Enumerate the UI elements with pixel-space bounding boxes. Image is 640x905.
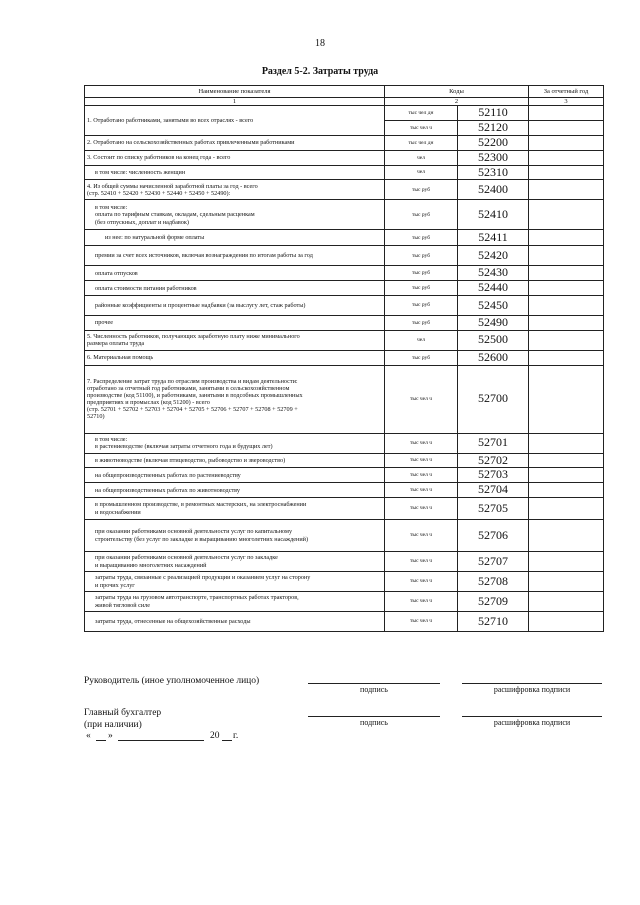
table-row	[85, 520, 604, 552]
header-reporting-year: За отчетный год	[529, 86, 604, 98]
line-code: 52440	[458, 281, 529, 296]
indicator-name-line: затраты труда, связанные с реализацией продукции и оказанием услуг на сторону	[95, 574, 311, 582]
date-year-suffix: г.	[233, 731, 239, 741]
indicator-name-line: затраты труда на грузовом автотранспорте, транспортных работах тракторов,	[95, 594, 299, 602]
reporting-year-value-cell[interactable]	[529, 121, 604, 136]
line-code: 52706	[458, 520, 529, 552]
indicator-name-line: 3. Состоит по списку работников на конец года - всего	[87, 154, 231, 162]
indicator-name-line: размера оплаты труда	[87, 340, 145, 348]
unit-of-measure: тыс руб	[385, 281, 458, 296]
section-title: Раздел 5-2. Затраты труда	[261, 66, 379, 77]
table-row	[85, 180, 604, 200]
unit-of-measure: чел	[385, 330, 458, 350]
unit-of-measure: тыс чел ч	[385, 453, 458, 468]
head-signature-line[interactable]	[308, 683, 440, 684]
line-code: 52705	[458, 498, 529, 520]
indicator-name-line: и прочих услуг	[95, 581, 135, 589]
indicator-name	[85, 266, 385, 281]
unit-of-measure: тыс руб	[385, 246, 458, 266]
table-row	[85, 330, 604, 350]
unit-of-measure: тыс чел ч	[385, 572, 458, 592]
column-number-1: 1	[85, 98, 385, 106]
table-row	[85, 433, 604, 453]
table-row	[85, 316, 604, 331]
page-number: 18	[315, 38, 325, 49]
unit-of-measure: тыс чел ч	[385, 433, 458, 453]
indicator-name	[85, 246, 385, 266]
indicator-name	[85, 483, 385, 498]
indicator-name	[85, 552, 385, 572]
indicator-name-line: затраты труда, отнесенные на общехозяйственные расходы	[95, 617, 251, 625]
head-signature-label: Руководитель (иное уполномоченное лицо)	[84, 676, 260, 686]
date-year-line[interactable]	[222, 740, 232, 741]
indicator-name-line: районные коэффициенты и процентные надбавки (за выслугу лет, стаж работы)	[95, 301, 306, 309]
unit-of-measure: тыс чел ч	[385, 365, 458, 433]
indicator-name-line: 52710)	[87, 413, 105, 421]
line-code: 52701	[458, 433, 529, 453]
indicator-name-line: 7. Распределение затрат труда по отраслям производства и видам деятельности:	[87, 377, 298, 385]
indicator-name-line: в растениеводстве (включая затраты отчетного года и будущих лет)	[95, 443, 273, 451]
indicator-name	[85, 520, 385, 552]
unit-of-measure: тыс руб	[385, 180, 458, 200]
accountant-label: Главный бухгалтер	[84, 708, 162, 718]
reporting-year-value-cell[interactable]	[529, 483, 604, 498]
reporting-year-value-cell[interactable]	[529, 106, 604, 121]
table-header-row	[85, 86, 604, 98]
date-close-quote: »	[108, 731, 113, 741]
table-row	[85, 296, 604, 316]
line-code: 52200	[458, 136, 529, 151]
line-code: 52709	[458, 592, 529, 612]
reporting-year-value-cell[interactable]	[529, 296, 604, 316]
line-code: 52450	[458, 296, 529, 316]
accountant-decoding-line[interactable]	[462, 716, 602, 717]
header-indicator-name: Наименование показателя	[85, 86, 385, 98]
indicator-name-line: на общепроизводственных работах по животноводству	[95, 486, 240, 494]
table-row	[85, 246, 604, 266]
indicator-name	[85, 433, 385, 453]
reporting-year-value-cell[interactable]	[529, 592, 604, 612]
indicator-name-line: и водоснабжении	[95, 508, 141, 516]
reporting-year-value-cell[interactable]	[529, 200, 604, 230]
indicator-name-line: 6. Материальная помощь	[87, 354, 154, 362]
unit-of-measure: тыс руб	[385, 316, 458, 331]
reporting-year-value-cell[interactable]	[529, 281, 604, 296]
line-code: 52707	[458, 552, 529, 572]
table-row	[85, 468, 604, 483]
reporting-year-value-cell[interactable]	[529, 612, 604, 632]
unit-of-measure: тыс чел ч	[385, 592, 458, 612]
indicator-name-line: предприятиях и промыслах (код 51200) - всего	[87, 399, 210, 407]
table-row	[85, 266, 604, 281]
reporting-year-value-cell[interactable]	[529, 453, 604, 468]
indicator-name-line: живой тягловой силе	[95, 601, 151, 609]
unit-of-measure: тыс руб	[385, 230, 458, 246]
indicator-name-line: производстве (код 51100), и работниками, занятыми в подсобных промышленных	[87, 392, 303, 400]
line-code: 52430	[458, 266, 529, 281]
reporting-year-value-cell[interactable]	[529, 498, 604, 520]
reporting-year-value-cell[interactable]	[529, 520, 604, 552]
indicator-name-line: в животноводстве (включая птицеводство, рыбоводство и звероводство)	[95, 456, 286, 464]
line-code: 52400	[458, 180, 529, 200]
indicator-name	[85, 281, 385, 296]
reporting-year-value-cell[interactable]	[529, 365, 604, 433]
indicator-name-line: при оказании работниками основной деятельности услуг по закладке	[95, 554, 278, 562]
line-code: 52490	[458, 316, 529, 331]
reporting-year-value-cell[interactable]	[529, 180, 604, 200]
unit-of-measure: тыс руб	[385, 350, 458, 365]
table-row	[85, 136, 604, 151]
reporting-year-value-cell[interactable]	[529, 316, 604, 331]
table-row	[85, 572, 604, 592]
unit-of-measure: тыс чел ч	[385, 520, 458, 552]
table-row	[85, 230, 604, 246]
table-row	[85, 483, 604, 498]
unit-of-measure: тыс чел ч	[385, 468, 458, 483]
line-code: 52310	[458, 165, 529, 180]
date-open-quote: «	[86, 731, 91, 741]
indicator-name-line: оплата по тарифным ставкам, окладам, сдельным расценкам	[95, 211, 255, 219]
indicator-name-line: (без отпускных, доплат и надбавок)	[95, 218, 189, 226]
indicator-name	[85, 453, 385, 468]
unit-of-measure: тыс чел дн	[385, 106, 458, 121]
unit-of-measure: чел	[385, 150, 458, 165]
unit-of-measure: тыс руб	[385, 296, 458, 316]
reporting-year-value-cell[interactable]	[529, 572, 604, 592]
indicator-name-line: и выращиванию многолетних насаждений	[95, 561, 207, 569]
indicator-name	[85, 350, 385, 365]
unit-of-measure: тыс чел ч	[385, 483, 458, 498]
column-number-3: 3	[529, 98, 604, 106]
unit-of-measure: тыс чел ч	[385, 121, 458, 136]
indicator-name	[85, 165, 385, 180]
accountant-decoding-caption: расшифровка подписи	[493, 718, 571, 727]
line-code: 52704	[458, 483, 529, 498]
indicator-name-line: в том числе:	[95, 204, 128, 212]
line-code: 52703	[458, 468, 529, 483]
reporting-year-value-cell[interactable]	[529, 468, 604, 483]
line-code: 52110	[458, 106, 529, 121]
date-day-line[interactable]	[96, 740, 106, 741]
table-row	[85, 165, 604, 180]
line-code: 52410	[458, 200, 529, 230]
line-code: 52420	[458, 246, 529, 266]
indicator-name	[85, 468, 385, 483]
indicator-name	[85, 330, 385, 350]
indicator-name-line: (стр. 52410 + 52420 + 52430 + 52440 + 52450 + 52490):	[87, 189, 231, 197]
date-month-line[interactable]	[118, 740, 204, 741]
table-row	[85, 453, 604, 468]
indicator-name-line: оплата отпусков	[95, 269, 138, 277]
line-code: 52600	[458, 350, 529, 365]
indicator-name-line: из нее: по натуральной форме оплаты	[105, 234, 205, 242]
indicator-name-line: 2. Отработано на сельскохозяйственных работах привлеченными работниками	[87, 139, 295, 147]
accountant-signature-line[interactable]	[308, 716, 440, 717]
reporting-year-value-cell[interactable]	[529, 165, 604, 180]
indicator-name-line: при оказании работниками основной деятельности услуг по капитальному	[95, 528, 293, 536]
indicator-name	[85, 230, 385, 246]
reporting-year-value-cell[interactable]	[529, 330, 604, 350]
reporting-year-value-cell[interactable]	[529, 230, 604, 246]
reporting-year-value-cell[interactable]	[529, 350, 604, 365]
line-code: 52710	[458, 612, 529, 632]
indicator-name-line: в промышленном производстве, в ремонтных мастерских, на электроснабжении	[95, 501, 307, 509]
indicator-name-line: премии за счет всех источников, включая вознаграждения по итогам работы за год	[95, 252, 313, 260]
header-codes: Коды	[385, 86, 529, 98]
head-signature-caption: подпись	[360, 685, 388, 694]
indicator-name-line: прочее	[95, 319, 113, 327]
indicator-name	[85, 296, 385, 316]
table-row	[85, 350, 604, 365]
indicator-name-line: оплата стоимости питания работников	[95, 284, 197, 292]
head-decoding-caption: расшифровка подписи	[493, 685, 571, 694]
reporting-year-value-cell[interactable]	[529, 433, 604, 453]
table-row	[85, 365, 604, 433]
indicator-name	[85, 498, 385, 520]
table-row	[85, 106, 604, 121]
reporting-year-value-cell[interactable]	[529, 136, 604, 151]
table-row	[85, 150, 604, 165]
indicator-name	[85, 316, 385, 331]
indicator-name-line: 1. Отработано работниками, занятыми во всех отраслях - всего	[87, 117, 254, 125]
date-year-prefix: 20	[210, 731, 220, 741]
unit-of-measure: тыс руб	[385, 200, 458, 230]
line-code: 52411	[458, 230, 529, 246]
indicator-name-line: 5. Численность работников, получающих заработную плату ниже минимального	[87, 333, 300, 341]
labor-costs-table	[84, 85, 604, 632]
unit-of-measure: тыс чел ч	[385, 612, 458, 632]
indicator-name-line: строительству (без услуг по закладке и выращиванию многолетних насаждений)	[95, 535, 309, 543]
unit-of-measure: тыс чел дн	[385, 136, 458, 151]
column-number-2: 2	[385, 98, 529, 106]
reporting-year-value-cell[interactable]	[529, 552, 604, 572]
reporting-year-value-cell[interactable]	[529, 246, 604, 266]
head-decoding-line[interactable]	[462, 683, 602, 684]
indicator-name-line: 4. Из общей суммы начисленной заработной платы за год - всего	[87, 182, 258, 190]
unit-of-measure: чел	[385, 165, 458, 180]
indicator-name	[85, 150, 385, 165]
accountant-signature-caption: подпись	[360, 718, 388, 727]
indicator-name-line: (стр. 52701 + 52702 + 52703 + 52704 + 52705 + 52706 + 52707 + 52708 + 52709 +	[87, 406, 298, 414]
indicator-name	[85, 106, 385, 136]
reporting-year-value-cell[interactable]	[529, 266, 604, 281]
indicator-name	[85, 180, 385, 200]
indicator-name-line: отработано за отчетный год работниками, занятыми в сельскохозяйственном	[87, 384, 290, 392]
table-row	[85, 281, 604, 296]
accountant-optional-label: (при наличии)	[84, 720, 142, 730]
table-row	[85, 200, 604, 230]
column-number-row	[85, 98, 604, 106]
line-code: 52700	[458, 365, 529, 433]
reporting-year-value-cell[interactable]	[529, 150, 604, 165]
indicator-name	[85, 612, 385, 632]
unit-of-measure: тыс руб	[385, 266, 458, 281]
line-code: 52120	[458, 121, 529, 136]
line-code: 52500	[458, 330, 529, 350]
table-row	[85, 592, 604, 612]
indicator-name-line: в том числе: численность женщин	[95, 168, 186, 176]
table-row	[85, 612, 604, 632]
indicator-name	[85, 592, 385, 612]
indicator-name	[85, 572, 385, 592]
indicator-name	[85, 200, 385, 230]
unit-of-measure: тыс чел ч	[385, 498, 458, 520]
indicator-name	[85, 136, 385, 151]
table-row	[85, 552, 604, 572]
indicator-name-line: на общепроизводственных работах по растениеводству	[95, 471, 241, 479]
line-code: 52702	[458, 453, 529, 468]
indicator-name	[85, 365, 385, 433]
unit-of-measure: тыс чел ч	[385, 552, 458, 572]
indicator-name-line: в том числе:	[95, 436, 128, 444]
line-code: 52300	[458, 150, 529, 165]
table-row	[85, 498, 604, 520]
line-code: 52708	[458, 572, 529, 592]
